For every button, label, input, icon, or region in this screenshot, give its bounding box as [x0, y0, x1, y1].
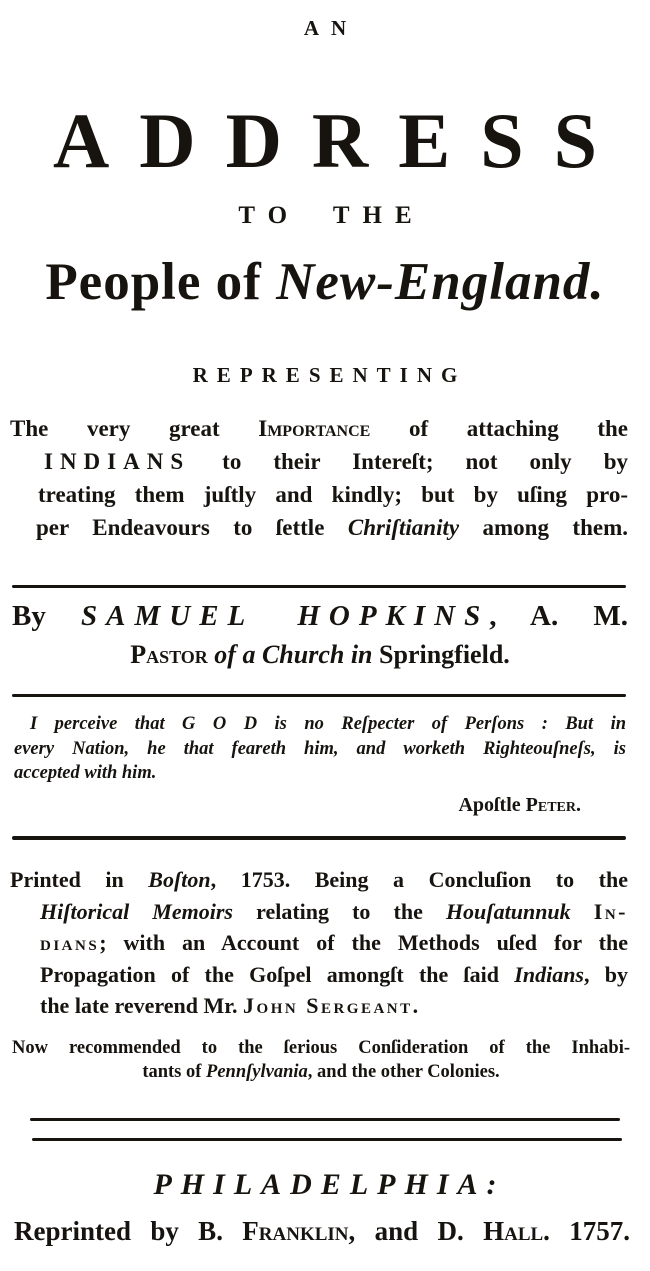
text-segment: . — [412, 993, 419, 1018]
text-segment: , A. M. — [489, 600, 629, 632]
divider-rule — [12, 585, 626, 588]
text-segment: of attaching the — [370, 416, 628, 441]
text-segment: In- — [593, 898, 628, 924]
subject-line — [10, 478, 628, 511]
half-title: AN — [303, 16, 359, 40]
philadelphia-city-line: PHILADELPHIA: — [153, 1168, 506, 1201]
text-segment: Printed in — [10, 867, 149, 892]
printer-name-franklin: Franklin — [242, 1216, 349, 1246]
subject-line — [10, 412, 628, 445]
recommendation-line — [12, 1060, 630, 1084]
text-segment: Hiſtorical Memoirs — [40, 898, 233, 924]
epigraph-line: every Nation, he that feareth him, and worketh Righteouſneſs, is — [14, 738, 626, 759]
subject-line — [10, 445, 628, 478]
printer-name-hall: Hall — [483, 1216, 544, 1246]
byline — [12, 600, 628, 670]
text-segment: of a Church in — [207, 640, 380, 669]
text-segment: By — [12, 600, 81, 632]
text-segment — [571, 899, 594, 924]
epigraph-line: I perceive that G O D is no Reſpecter of Perſons : But in — [30, 714, 626, 734]
title-to-the: TO THE — [238, 202, 425, 229]
text-segment: Springfield. — [379, 640, 510, 669]
text-segment: Peter — [525, 793, 576, 816]
double-rule-bottom — [32, 1138, 622, 1141]
text-segment: Indians — [514, 961, 584, 987]
text-segment: relating to the — [232, 898, 446, 924]
recommendation-paragraph — [12, 1036, 630, 1084]
text-segment: New-England. — [276, 253, 605, 311]
printer-line — [14, 1216, 630, 1247]
text-segment: John Sergeant — [243, 993, 413, 1018]
divider-rule — [12, 694, 626, 697]
imprint-line — [10, 927, 628, 959]
text-segment: Pastor — [130, 640, 208, 669]
text-segment: . — [576, 793, 581, 816]
author-name: SAMUEL HOPKINS — [81, 600, 490, 632]
subject-paragraph — [10, 412, 628, 544]
text-segment: People of — [45, 253, 277, 311]
epigraph-line: accepted with him. — [14, 763, 157, 783]
recommendation-line — [12, 1036, 630, 1060]
text-segment: INDIANS — [44, 449, 191, 474]
text-segment: to their Intereſt; not only by — [190, 449, 628, 474]
text-segment: Importance — [258, 416, 371, 441]
main-title: ADDRESS — [52, 97, 628, 184]
text-segment: Houſatunnuk — [445, 898, 571, 924]
text-segment: The very great — [10, 416, 259, 441]
imprint-line — [10, 990, 628, 1022]
boston-imprint-paragraph — [10, 864, 628, 1022]
text-segment: Pennſylvania — [206, 1062, 308, 1082]
text-segment: Boſton — [148, 867, 211, 892]
epigraph — [14, 712, 626, 817]
text-segment: , by — [584, 961, 628, 987]
text-segment: dians — [40, 930, 100, 955]
text-segment: treating them juſtly and kindly; but by uſing pro- — [38, 482, 628, 507]
epigraph-attribution — [14, 793, 626, 818]
text-segment: , and the other Colonies. — [307, 1062, 500, 1082]
imprint-line — [10, 959, 628, 991]
text-segment: per Endeavours to ſettle — [36, 515, 348, 540]
author-line — [12, 600, 628, 633]
text-segment: Apoſtle — [458, 793, 526, 816]
title-people-line — [0, 252, 650, 312]
pastor-line — [12, 640, 628, 670]
text-segment: , 1753. Being a Concluſion to the — [210, 867, 628, 892]
text-segment: ; with an Account of the Methods uſed for the — [99, 930, 628, 955]
text-segment: Now recommended to the ſerious Conſideration of the Inhabi- — [12, 1038, 630, 1058]
text-segment: tants of — [142, 1062, 207, 1082]
subject-line — [10, 511, 628, 544]
text-segment: the late reverend Mr. — [40, 993, 244, 1018]
representing-heading: REPRESENTING — [192, 363, 467, 387]
text-segment: Reprinted by B. — [14, 1216, 243, 1246]
text-segment: , and D. — [348, 1216, 484, 1246]
text-segment: among them. — [459, 515, 628, 540]
imprint-line — [10, 896, 628, 928]
double-rule-top — [30, 1118, 620, 1121]
imprint-line — [10, 864, 628, 896]
divider-rule — [12, 836, 626, 840]
publication-year: . 1757. — [543, 1216, 631, 1246]
text-segment: Propagation of the Goſpel amongſt the ſaid — [40, 961, 515, 987]
text-segment: Chriſtianity — [347, 515, 460, 540]
